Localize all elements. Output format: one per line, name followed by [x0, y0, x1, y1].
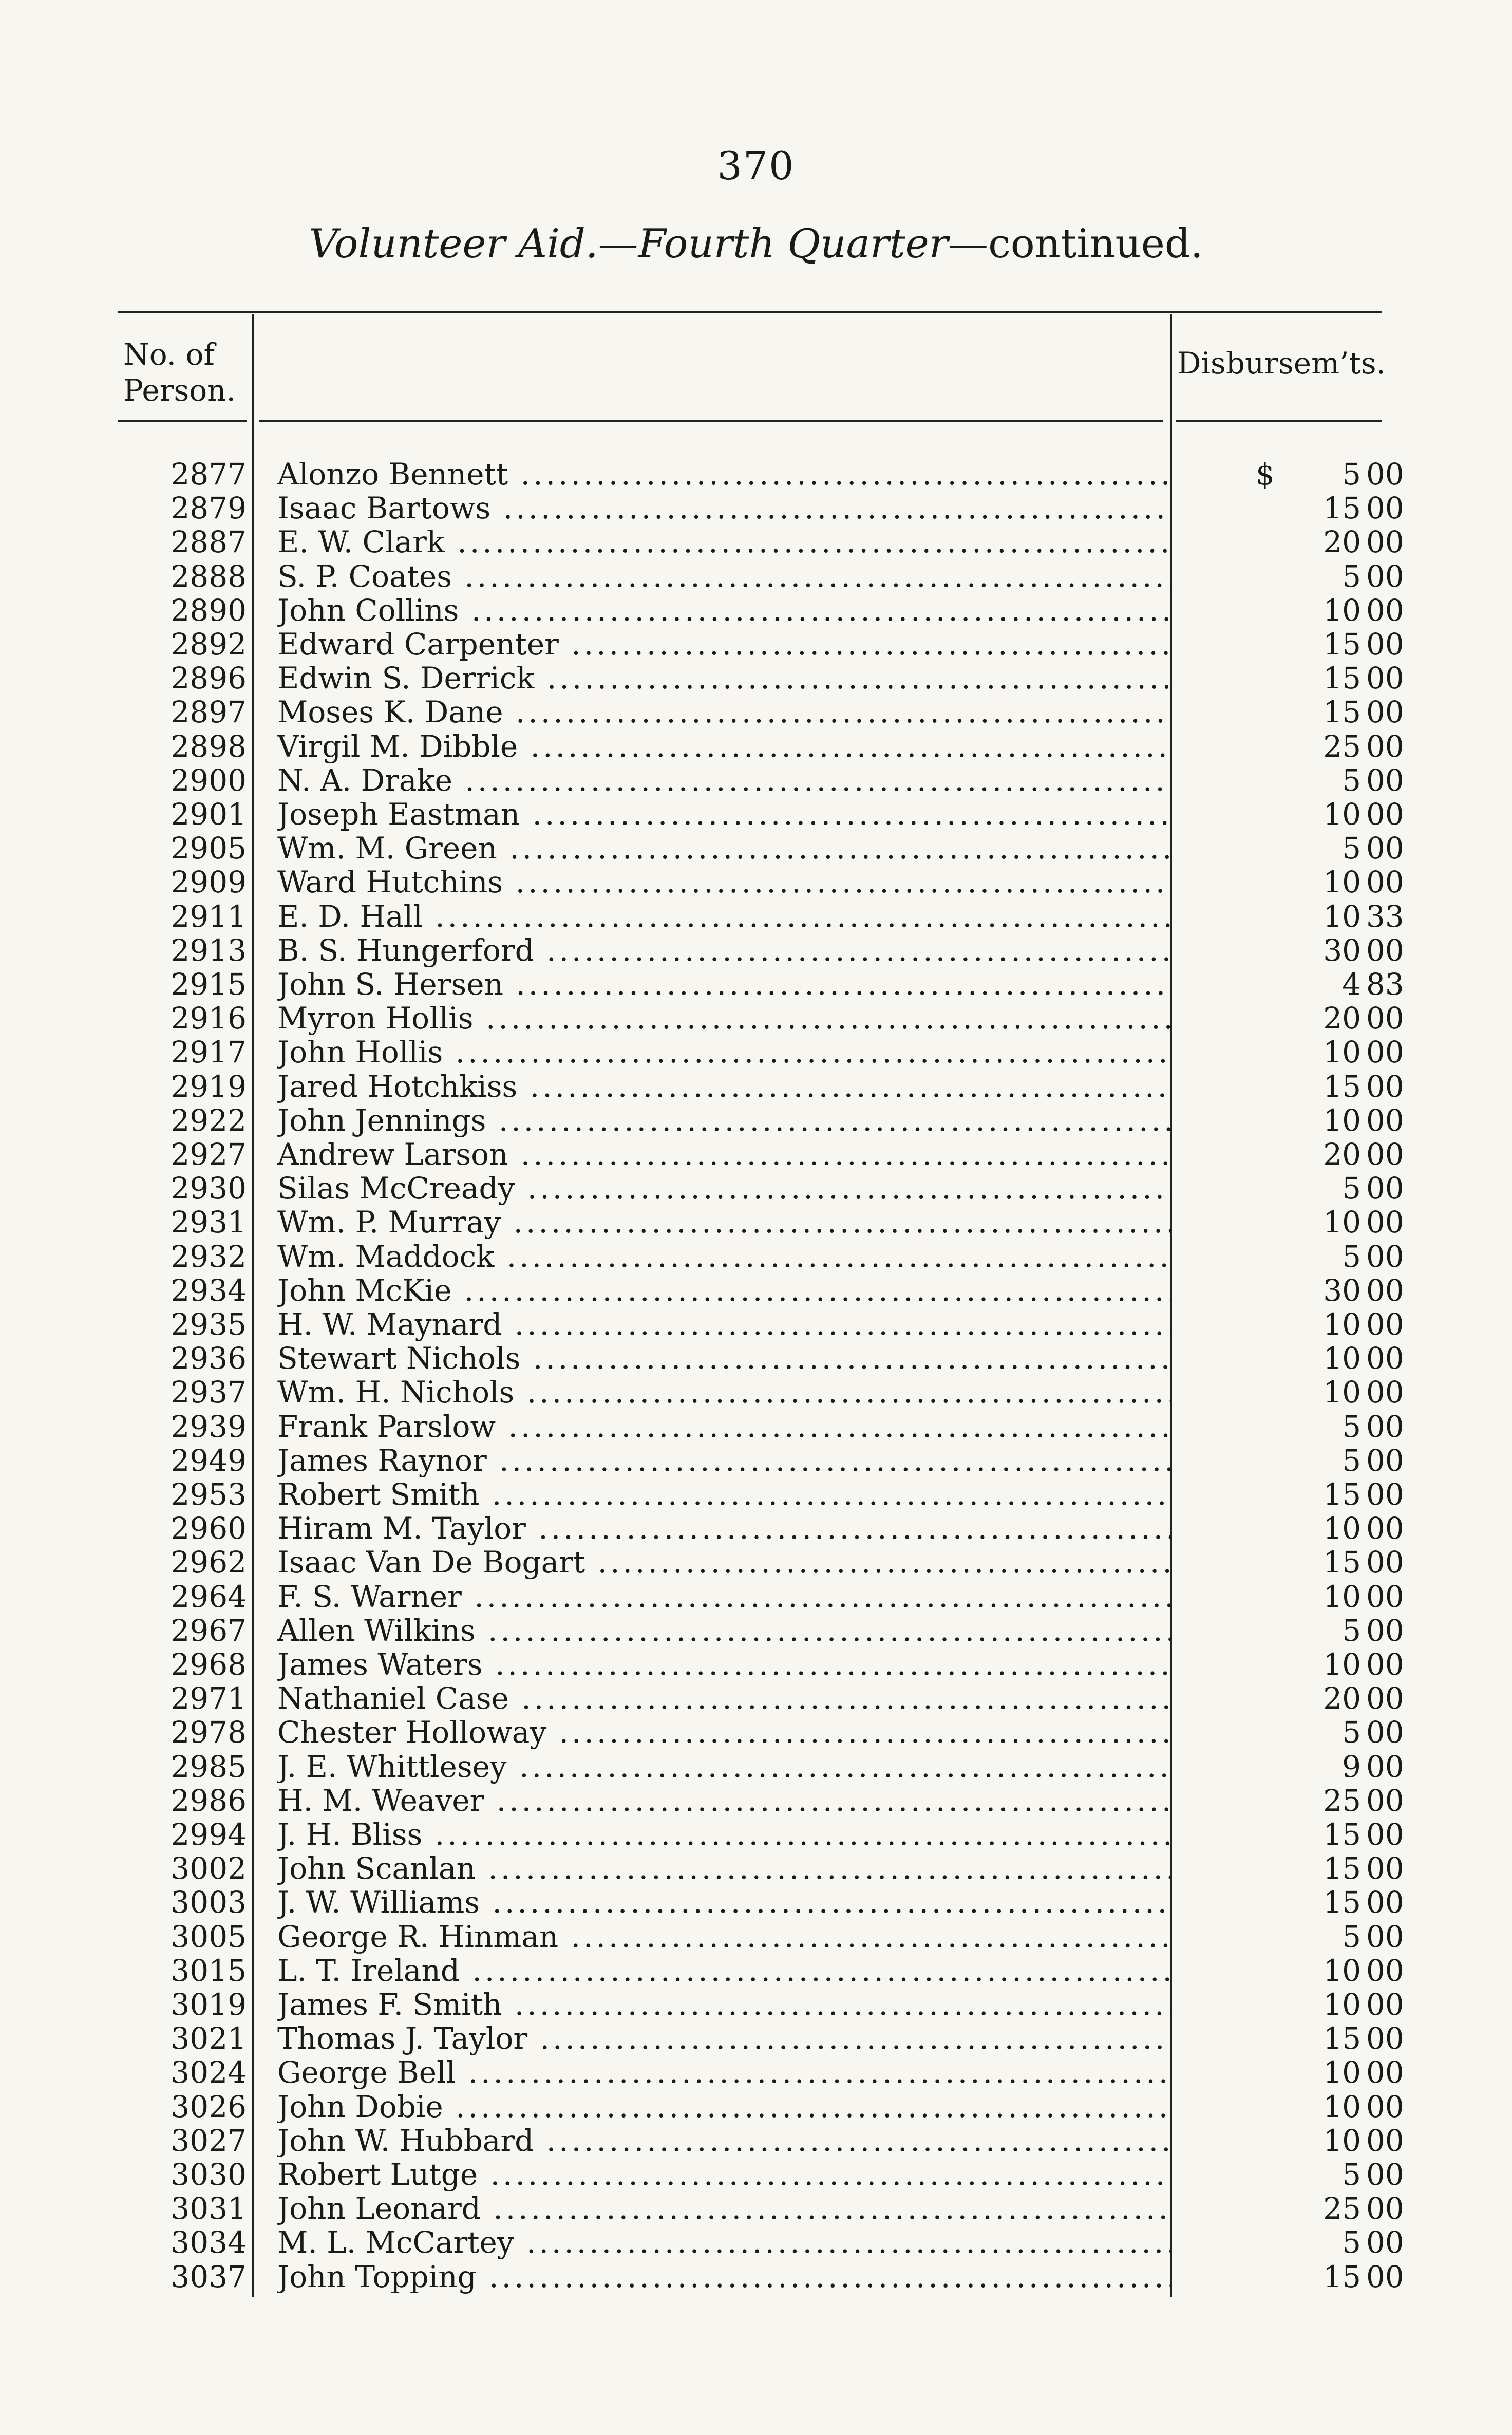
amount-dollars: 5 [1342, 1171, 1361, 1206]
person-number: 2913 [171, 932, 247, 968]
person-name: Ward Hutchins ..... [277, 865, 1171, 899]
person-name: Robert Lutge ..... [277, 2158, 1171, 2192]
person-number: 2919 [171, 1069, 247, 1104]
person-number: 2916 [171, 1001, 247, 1036]
amount-dollars: 5 [1342, 1409, 1361, 1444]
table-row [0, 1784, 1512, 1818]
person-number: 2934 [171, 1272, 247, 1308]
amount-dollars: 15 [1323, 695, 1361, 730]
table-row [0, 1545, 1512, 1579]
table-row [0, 763, 1512, 797]
amount-dollars: 5 [1342, 2225, 1361, 2260]
amount-cents: 00 [1366, 2157, 1404, 2192]
amount-dollars: 15 [1323, 2259, 1361, 2294]
person-name: John Collins ..... [277, 593, 1171, 627]
person-number: 2927 [171, 1137, 247, 1172]
amount-cents: 00 [1366, 558, 1404, 594]
person-name: George R. Hinman ..... [277, 1920, 1171, 1954]
amount-cents: 00 [1366, 1205, 1404, 1240]
table-row [0, 525, 1512, 559]
amount-dollars: 10 [1323, 1579, 1361, 1614]
table-row [0, 1307, 1512, 1341]
amount-dollars: 10 [1323, 1647, 1361, 1682]
amount-dollars: 10 [1323, 1205, 1361, 1240]
person-name: Jared Hotchkiss ..... [277, 1070, 1171, 1103]
amount-cents: 00 [1366, 1477, 1404, 1512]
person-number: 2922 [171, 1102, 247, 1138]
person-number: 3027 [171, 2123, 247, 2158]
amount-cents: 00 [1366, 2021, 1404, 2056]
amount-cents: 00 [1366, 2259, 1404, 2294]
amount-dollars: 20 [1323, 1681, 1361, 1716]
person-name: L. T. Ireland ..... [277, 1954, 1171, 1988]
person-name: James Waters ..... [277, 1647, 1171, 1681]
amount-cents: 00 [1366, 1069, 1404, 1104]
person-name: Wm. M. Green ..... [277, 831, 1171, 865]
table-row [0, 900, 1512, 933]
table-row [0, 1070, 1512, 1103]
person-number: 3015 [171, 1953, 247, 1988]
amount-dollars: 5 [1342, 1919, 1361, 1954]
person-number: 2901 [171, 797, 247, 832]
person-name: Stewart Nichols ..... [277, 1341, 1171, 1375]
amount-dollars: 15 [1323, 2021, 1361, 2056]
table-row [0, 1647, 1512, 1681]
amount-dollars: 25 [1323, 1783, 1361, 1818]
header-no-of-person [123, 336, 236, 408]
amount-dollars: 10 [1323, 1511, 1361, 1546]
table-row [0, 1750, 1512, 1784]
amount-dollars: 5 [1342, 2157, 1361, 2192]
amount-cents: 00 [1366, 695, 1404, 730]
amount-dollars: 15 [1323, 1851, 1361, 1886]
amount-dollars: 10 [1323, 1102, 1361, 1138]
amount-dollars: 15 [1323, 1545, 1361, 1580]
table-row [0, 1851, 1512, 1885]
person-name: Allen Wilkins ..... [277, 1614, 1171, 1647]
amount-dollars: 4 [1342, 967, 1361, 1002]
person-number: 2935 [171, 1307, 247, 1342]
table-row [0, 1988, 1512, 2021]
person-name: George Bell ..... [277, 2055, 1171, 2089]
amount-dollars: 10 [1323, 1375, 1361, 1410]
amount-cents: 00 [1366, 728, 1404, 764]
person-name: Thomas J. Taylor ..... [277, 2021, 1171, 2055]
person-name: Edward Carpenter ..... [277, 627, 1171, 661]
person-name: John Jennings ..... [277, 1103, 1171, 1137]
table-row [0, 2124, 1512, 2158]
person-name: N. A. Drake ..... [277, 763, 1171, 797]
person-name: Silas McCready ..... [277, 1171, 1171, 1205]
table-row [0, 593, 1512, 627]
amount-cents: 00 [1366, 2191, 1404, 2226]
person-number: 2887 [171, 525, 247, 560]
person-number: 2896 [171, 661, 247, 696]
person-number: 2971 [171, 1681, 247, 1716]
amount-cents: 00 [1366, 1953, 1404, 1988]
table-row [0, 1205, 1512, 1239]
person-number: 2939 [171, 1409, 247, 1444]
amount-dollars: 5 [1342, 762, 1361, 798]
person-name: Wm. H. Nichols ..... [277, 1375, 1171, 1409]
table-row [0, 1681, 1512, 1715]
person-number: 3026 [171, 2089, 247, 2124]
amount-cents: 00 [1366, 1511, 1404, 1546]
amount-cents: 00 [1366, 1307, 1404, 1342]
header-disbursements: Disbursem’ts. [1177, 346, 1386, 381]
amount-cents: 00 [1366, 1783, 1404, 1818]
table-row [0, 1137, 1512, 1171]
amount-dollars: 10 [1323, 2055, 1361, 2090]
amount-dollars: 15 [1323, 1885, 1361, 1920]
person-name: James F. Smith ..... [277, 1988, 1171, 2021]
person-name: F. S. Warner ..... [277, 1580, 1171, 1614]
amount-dollars: 25 [1323, 2191, 1361, 2226]
table-row [0, 831, 1512, 865]
person-number: 2888 [171, 558, 247, 594]
person-name: E. D. Hall ..... [277, 900, 1171, 933]
person-name: H. W. Maynard ..... [277, 1307, 1171, 1341]
person-name: Virgil M. Dibble ..... [277, 729, 1171, 763]
amount-cents: 00 [1366, 2089, 1404, 2124]
amount-cents: 00 [1366, 1102, 1404, 1138]
amount-dollars: 10 [1323, 1987, 1361, 2022]
title-italic-part: Volunteer Aid.—Fourth Quarter [309, 221, 949, 267]
table-row [0, 1885, 1512, 1919]
person-number: 2953 [171, 1477, 247, 1512]
person-name: Andrew Larson ..... [277, 1137, 1171, 1171]
person-name: J. H. Bliss ..... [277, 1818, 1171, 1851]
amount-cents: 00 [1366, 1817, 1404, 1852]
table-row [0, 1715, 1512, 1749]
amount-dollars: 5 [1342, 831, 1361, 866]
amount-cents: 00 [1366, 865, 1404, 900]
table-row [0, 1580, 1512, 1614]
amount-dollars: 5 [1342, 1239, 1361, 1274]
person-number: 2909 [171, 865, 247, 900]
table-row [0, 1171, 1512, 1205]
person-name: M. L. McCartey ..... [277, 2225, 1171, 2259]
table-row [0, 2055, 1512, 2089]
table-row [0, 865, 1512, 899]
person-number: 2879 [171, 491, 247, 526]
amount-cents: 00 [1366, 1987, 1404, 2022]
person-number: 2962 [171, 1545, 247, 1580]
amount-dollars: 15 [1323, 661, 1361, 696]
top-rule [118, 311, 1382, 313]
table-row [0, 1477, 1512, 1511]
table-row [0, 1818, 1512, 1851]
table-row [0, 2260, 1512, 2294]
amount-cents: 00 [1366, 1919, 1404, 1954]
table-row [0, 729, 1512, 763]
person-name: J. W. Williams ..... [277, 1885, 1171, 1919]
person-name: S. P. Coates ..... [277, 559, 1171, 593]
table-row [0, 491, 1512, 525]
person-name: Chester Holloway ..... [277, 1715, 1171, 1749]
person-number: 2968 [171, 1647, 247, 1682]
person-name: Nathaniel Case ..... [277, 1681, 1171, 1715]
person-number: 2986 [171, 1783, 247, 1818]
amount-cents: 33 [1366, 898, 1404, 934]
table-row [0, 627, 1512, 661]
person-number: 2911 [171, 898, 247, 934]
table-row [0, 1341, 1512, 1375]
amount-cents: 00 [1366, 457, 1404, 492]
amount-cents: 00 [1366, 1035, 1404, 1070]
person-name: John Hollis ..... [277, 1035, 1171, 1069]
person-name: Frank Parslow ..... [277, 1410, 1171, 1444]
person-name: Alonzo Bennett ..... [277, 457, 1171, 491]
title-continued: —continued. [948, 221, 1203, 267]
amount-dollars: 10 [1323, 2089, 1361, 2124]
table-row [0, 1375, 1512, 1409]
header-bottom-rule-left [118, 420, 247, 422]
header-bottom-rule-middle [259, 420, 1163, 422]
person-name: John Dobie ..... [277, 2090, 1171, 2124]
amount-cents: 00 [1366, 932, 1404, 968]
person-number: 2994 [171, 1817, 247, 1852]
amount-dollars: 9 [1342, 1749, 1361, 1784]
amount-cents: 00 [1366, 1681, 1404, 1716]
amount-cents: 83 [1366, 967, 1404, 1002]
table-row [0, 2192, 1512, 2225]
person-name: Joseph Eastman ..... [277, 797, 1171, 831]
person-name: John McKie ..... [277, 1273, 1171, 1307]
amount-dollars: 30 [1323, 1272, 1361, 1308]
person-name: John S. Hersen ..... [277, 967, 1171, 1001]
header-person-line2: Person. [123, 373, 236, 408]
person-number: 3031 [171, 2191, 247, 2226]
amount-cents: 00 [1366, 1239, 1404, 1274]
page-title [0, 221, 1512, 267]
amount-cents: 00 [1366, 2123, 1404, 2158]
amount-dollars: 30 [1323, 932, 1361, 968]
person-number: 2964 [171, 1579, 247, 1614]
table-row [0, 457, 1512, 491]
page-number: 370 [717, 143, 795, 189]
amount-dollars: 10 [1323, 797, 1361, 832]
person-name: John W. Hubbard ..... [277, 2124, 1171, 2158]
amount-dollars: 5 [1342, 1715, 1361, 1750]
amount-cents: 00 [1366, 1409, 1404, 1444]
amount-cents: 00 [1366, 661, 1404, 696]
amount-dollars: 20 [1323, 525, 1361, 560]
person-name: Moses K. Dane ..... [277, 695, 1171, 729]
amount-cents: 00 [1366, 1851, 1404, 1886]
person-number: 2967 [171, 1613, 247, 1648]
amount-dollars: 10 [1323, 1341, 1361, 1376]
person-number: 2932 [171, 1239, 247, 1274]
person-number: 2930 [171, 1171, 247, 1206]
person-name: Myron Hollis ..... [277, 1001, 1171, 1035]
amount-cents: 00 [1366, 1647, 1404, 1682]
amount-cents: 00 [1366, 491, 1404, 526]
amount-cents: 00 [1366, 1375, 1404, 1410]
person-number: 2978 [171, 1715, 247, 1750]
table-row [0, 1511, 1512, 1545]
amount-cents: 00 [1366, 2055, 1404, 2090]
person-name: James Raynor ..... [277, 1444, 1171, 1477]
amount-dollars: 15 [1323, 491, 1361, 526]
amount-cents: 00 [1366, 1272, 1404, 1308]
amount-dollars: 10 [1323, 865, 1361, 900]
person-name: John Scanlan ..... [277, 1851, 1171, 1885]
header-no-of-line1: No. of [123, 337, 215, 372]
amount-cents: 00 [1366, 1545, 1404, 1580]
amount-dollars: 15 [1323, 1477, 1361, 1512]
amount-cents: 00 [1366, 1137, 1404, 1172]
person-name: H. M. Weaver ..... [277, 1784, 1171, 1818]
amount-dollars: 20 [1323, 1137, 1361, 1172]
amount-dollars: 25 [1323, 728, 1361, 764]
person-number: 2900 [171, 762, 247, 798]
table-row [0, 1920, 1512, 1954]
table-row [0, 1001, 1512, 1035]
person-number: 3024 [171, 2055, 247, 2090]
amount-dollars: 5 [1342, 558, 1361, 594]
person-number: 3002 [171, 1851, 247, 1886]
table-row [0, 2021, 1512, 2055]
person-name: John Topping ..... [277, 2260, 1171, 2294]
table-row [0, 695, 1512, 729]
amount-dollars: 10 [1323, 1035, 1361, 1070]
table-row [0, 2090, 1512, 2124]
amount-dollars: 10 [1323, 592, 1361, 628]
person-number: 2985 [171, 1749, 247, 1784]
table-row [0, 2158, 1512, 2192]
person-name: Isaac Bartows ..... [277, 491, 1171, 525]
table-row [0, 559, 1512, 593]
table-row [0, 1035, 1512, 1069]
amount-dollars: 10 [1323, 1307, 1361, 1342]
amount-dollars: 10 [1323, 898, 1361, 934]
amount-dollars: 5 [1342, 457, 1361, 492]
person-number: 2915 [171, 967, 247, 1002]
amount-cents: 00 [1366, 1749, 1404, 1784]
table-row [0, 967, 1512, 1001]
table-row [0, 1273, 1512, 1307]
person-number: 2937 [171, 1375, 247, 1410]
person-number: 2890 [171, 592, 247, 628]
person-number: 2892 [171, 627, 247, 662]
amount-dollars: 10 [1323, 1953, 1361, 1988]
amount-cents: 00 [1366, 2225, 1404, 2260]
person-name: Hiram M. Taylor ..... [277, 1511, 1171, 1545]
amount-dollars: 15 [1323, 1817, 1361, 1852]
person-number: 2877 [171, 457, 247, 492]
amount-dollars: 10 [1323, 2123, 1361, 2158]
person-number: 2931 [171, 1205, 247, 1240]
amount-cents: 00 [1366, 525, 1404, 560]
person-number: 3030 [171, 2157, 247, 2192]
person-number: 2905 [171, 831, 247, 866]
amount-dollars: 5 [1342, 1443, 1361, 1478]
amount-cents: 00 [1366, 1443, 1404, 1478]
amount-cents: 00 [1366, 831, 1404, 866]
person-name: John Leonard ..... [277, 2192, 1171, 2225]
person-number: 2960 [171, 1511, 247, 1546]
table-row [0, 797, 1512, 831]
table-row [0, 1410, 1512, 1444]
person-number: 3003 [171, 1885, 247, 1920]
amount-cents: 00 [1366, 1171, 1404, 1206]
table-row [0, 1954, 1512, 1988]
amount-cents: 00 [1366, 1579, 1404, 1614]
person-number: 2898 [171, 728, 247, 764]
person-number: 2949 [171, 1443, 247, 1478]
table-row [0, 661, 1512, 695]
person-name: Wm. Maddock ..... [277, 1240, 1171, 1273]
person-number: 2897 [171, 695, 247, 730]
person-name: J. E. Whittlesey ..... [277, 1750, 1171, 1784]
table-row [0, 1103, 1512, 1137]
amount-dollars: 5 [1342, 1613, 1361, 1648]
amount-dollars: 20 [1323, 1001, 1361, 1036]
person-number: 3019 [171, 1987, 247, 2022]
person-name: E. W. Clark ..... [277, 525, 1171, 559]
table-row [0, 1444, 1512, 1477]
amount-dollars: 15 [1323, 627, 1361, 662]
person-number: 2936 [171, 1341, 247, 1376]
person-number: 3037 [171, 2259, 247, 2294]
amount-cents: 00 [1366, 592, 1404, 628]
person-number: 3034 [171, 2225, 247, 2260]
table-row [0, 1614, 1512, 1647]
amount-cents: 00 [1366, 1613, 1404, 1648]
amount-cents: 00 [1366, 627, 1404, 662]
amount-dollars: 15 [1323, 1069, 1361, 1104]
table-row [0, 933, 1512, 967]
person-number: 3005 [171, 1919, 247, 1954]
amount-cents: 00 [1366, 1715, 1404, 1750]
currency-symbol: $ [1256, 457, 1275, 492]
person-name: Robert Smith ..... [277, 1477, 1171, 1511]
person-number: 3021 [171, 2021, 247, 2056]
person-name: B. S. Hungerford ..... [277, 933, 1171, 967]
amount-cents: 00 [1366, 1885, 1404, 1920]
amount-cents: 00 [1366, 1001, 1404, 1036]
person-name: Isaac Van De Bogart ..... [277, 1545, 1171, 1579]
amount-cents: 00 [1366, 762, 1404, 798]
amount-cents: 00 [1366, 1341, 1404, 1376]
table-row [0, 2225, 1512, 2259]
table-row [0, 1240, 1512, 1273]
amount-cents: 00 [1366, 797, 1404, 832]
person-number: 2917 [171, 1035, 247, 1070]
person-name: Edwin S. Derrick ..... [277, 661, 1171, 695]
header-bottom-rule-right [1176, 420, 1382, 422]
person-name: Wm. P. Murray ..... [277, 1205, 1171, 1239]
